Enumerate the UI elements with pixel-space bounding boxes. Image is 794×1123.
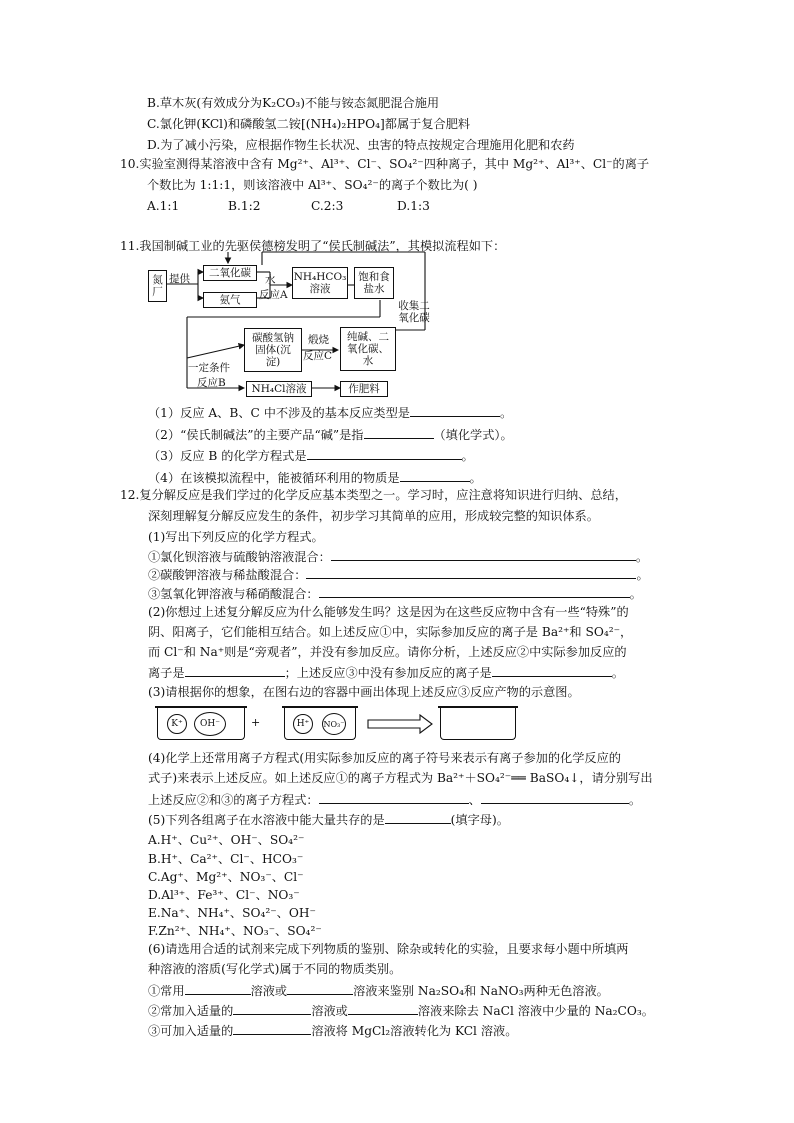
brine-box: 饱和食盐水 [354, 267, 394, 299]
beaker-product-empty[interactable] [440, 707, 516, 740]
nitrogen-factory-box: 氮厂 [148, 270, 167, 302]
ion-no3: NO₃⁻ [322, 713, 346, 735]
label-reaction-a: 反应A [259, 289, 288, 301]
answer-blank[interactable] [319, 790, 469, 804]
label-reaction-b: 反应B [197, 377, 226, 389]
nahco3-box: 碳酸氢钠固体(沉淀) [244, 328, 302, 372]
ion-h: H⁺ [293, 714, 313, 734]
fertilizer-box: 作肥料 [340, 381, 388, 397]
q12-part6-b: ②常加入适量的 溶液或 溶液来除去 NaCl 溶液中少量的 Na₂CO₃。 [148, 1001, 654, 1019]
q9-option-c: C.氯化钾(KCl)和磷酸氢二铵[(NH₄)₂HPO₄]都属于复合肥料 [147, 117, 471, 131]
ion-k: K⁺ [167, 714, 187, 734]
nh4cl-box: NH₄Cl溶液 [246, 381, 312, 397]
q12-part1-b: ②碳酸钾溶液与稀盐酸混合： 。 [148, 565, 649, 583]
q10-option-c: C.2:3 [311, 199, 344, 213]
q12-option-e: E.Na⁺、NH₄⁺、SO₄²⁻、OH⁻ [148, 906, 316, 920]
label-collect-co2: 收集二氧化碳 [398, 300, 430, 324]
q12-part6-line2: 种溶液的溶质(写化学式)属于不同的物质类别。 [148, 962, 402, 976]
q12-part2-line4: 离子是 ；上述反应③中没有参加反应的离子是 。 [148, 663, 624, 681]
answer-blank[interactable] [385, 810, 451, 824]
q12-part1-c: ③氢氧化钾溶液与稀硝酸混合： 。 [148, 584, 642, 602]
q11-intro: 11.我国制碱工业的先驱侯德榜发明了“侯氏制碱法”，其模拟流程如下： [120, 239, 506, 253]
q12-option-f: F.Zn²⁺、NH₄⁺、NO₃⁻、SO₄²⁻ [148, 924, 322, 938]
q12-part6-c: ③可加入适量的 溶液将 MgCl₂溶液转化为 KCl 溶液。 [148, 1021, 517, 1039]
q12-option-d: D.Al³⁺、Fe³⁺、Cl⁻、NO₃⁻ [148, 888, 300, 902]
ion-oh: OH⁻ [194, 712, 226, 736]
q12-part1-a: ①氯化钡溶液与硫酸钠溶液混合： 。 [148, 547, 648, 565]
answer-blank[interactable] [287, 981, 353, 995]
q12-option-b: B.H⁺、Ca²⁺、Cl⁻、HCO₃⁻ [148, 852, 304, 866]
q12-intro-line2: 深刻理解复分解反应发生的条件，初步学习其简单的应用，形成较完整的知识体系。 [148, 509, 599, 523]
q12-part5: (5)下列各组离子在水溶液中能大量共存的是 (填字母)。 [148, 810, 509, 828]
label-condition: 一定条件 [188, 362, 230, 374]
q10-option-b: B.1:2 [228, 199, 261, 213]
q12-part2-line3: 而 Cl⁻和 Na⁺则是“旁观者”，并没有参加反应。请你分析，上述反应②中实际参加反应的 [148, 645, 627, 659]
q12-part6-a: ①常用 溶液或 溶液来鉴别 Na₂SO₄和 NaNO₃两种无色溶液。 [148, 981, 609, 999]
answer-blank[interactable] [481, 790, 629, 804]
q12-intro-line1: 12.复分解反应是我们学过的化学反应基本类型之一。学习时，应注意将知识进行归纳、总结， [120, 488, 627, 502]
q12-option-a: A.H⁺、Cu²⁺、OH⁻、SO₄²⁻ [148, 833, 305, 847]
q12-part4-line2: 式子)来表示上述反应。如上述反应①的离子方程式为 Ba²⁺＋SO₄²⁻══ BaSO₄↓，请分别写出 [148, 771, 653, 785]
q12-part4-line1: (4)化学上还常用离子方程式(用实际参加反应的离子符号来表示有离子参加的化学反应的 [148, 751, 621, 765]
answer-blank[interactable] [348, 1001, 418, 1015]
q9-option-b: B.草木灰(有效成分为K₂CO₃)不能与铵态氮肥混合施用 [147, 96, 440, 110]
q9-option-d: D.为了减小污染，应根据作物生长状况、虫害的特点按规定合理施用化肥和农药 [147, 138, 575, 152]
q10-stem-line2: 个数比为 1:1:1，则该溶液中 Al³⁺、SO₄²⁻的离子个数比为( ) [147, 178, 478, 192]
nh4hco3-box: NH₄HCO₃溶液 [292, 267, 348, 299]
co2-box: 二氧化碳 [203, 265, 257, 281]
q11-sub4: （4）在该模拟流程中，能被循环利用的物质是 。 [148, 468, 482, 486]
ammonia-box: 氨气 [203, 292, 257, 308]
q11-sub2: （2）“侯氏制碱法”的主要产品“碱”是指 （填化学式）。 [148, 425, 513, 443]
q12-part3: (3)请根据你的想象，在图右边的容器中画出体现上述反应③反应产物的示意图。 [148, 685, 580, 699]
plus-sign: + [251, 716, 261, 729]
products-box: 纯碱、二氧化碳、水 [340, 327, 396, 371]
q11-sub3: （3）反应 B 的化学方程式是 。 [148, 446, 474, 464]
label-water: 水 [265, 274, 276, 286]
q12-part2-line2: 阴、阳离子，它们能相互结合。如上述反应①中，实际参加反应的离子是 Ba²⁺和 SO₄²⁻， [148, 625, 633, 639]
answer-blank[interactable] [185, 981, 251, 995]
q12-part2-line1: (2)你想过上述复分解反应为什么能够发生吗？这是因为在这些反应物中含有一些“特殊”的 [148, 605, 629, 619]
q12-part1-title: (1)写出下列反应的化学方程式。 [148, 530, 324, 544]
q12-part6-line1: (6)请选用合适的试剂来完成下列物质的鉴别、除杂或转化的实验，且要求每小题中所填两 [148, 942, 629, 956]
q10-option-d: D.1:3 [397, 199, 430, 213]
label-supply: 提供 [169, 273, 190, 285]
q12-part4-line3: 上述反应②和③的离子方程式： 、 。 [148, 790, 641, 808]
q10-option-a: A.1:1 [147, 199, 180, 213]
q11-sub1: （1）反应 A、B、C 中不涉及的基本反应类型是 。 [148, 403, 512, 421]
answer-blank[interactable] [233, 1001, 311, 1015]
label-reaction-c: 反应C [303, 350, 333, 362]
label-calcine: 煅烧 [308, 334, 329, 346]
answer-blank[interactable] [233, 1021, 311, 1035]
q10-stem-line1: 10.实验室测得某溶液中含有 Mg²⁺、Al³⁺、Cl⁻、SO₄²⁻四种离子，其中 Mg²⁺、Al³⁺、Cl⁻的离子 [120, 157, 650, 171]
q12-option-c: C.Ag⁺、Mg²⁺、NO₃⁻、Cl⁻ [148, 870, 304, 884]
